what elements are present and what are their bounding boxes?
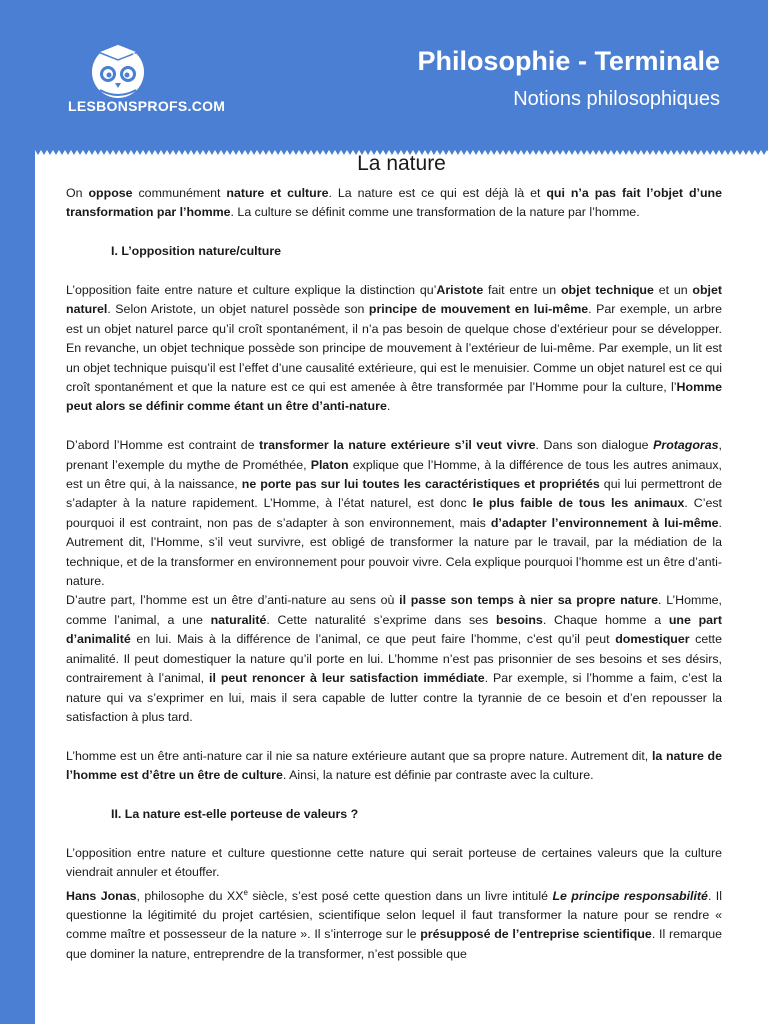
intro-paragraph: On oppose communément nature et culture. La nature est ce qui est déjà là et qui n’a pas fait l’objet d’une transformation par l’homme. La culture se définit comme une transformation de la nature par l’homme. xyxy=(66,186,722,220)
paragraph: Hans Jonas, philosophe du XXe siècle, s’est posé cette question dans un livre intitulé Le principe responsabilité. Il questionne la légitimité du projet cartésien, scientifique selon lequel il faut transformer la nature pour se rendre « comme maître et possesseur de la nature ». Il s’interroge sur le présupposé de l’entreprise scientifique. Il remarque que dominer la nature, entreprendre de la transformer, n’est possible que xyxy=(66,887,722,961)
document-body xyxy=(66,184,722,964)
paragraph: D’abord l’Homme est contraint de transformer la nature extérieure s’il veut vivre. Dans son dialogue Protagoras, prenant l’exemple du mythe de Prométhée, Platon explique que l’Homme, à la différence de tous les autres animaux, est un être qui, à la naissance, ne porte pas sur lui toutes les caractéristiques et propriétés qui lui permettront de s’adapter à la nature rapidement. L’Homme, à l’état naturel, est donc le plus faible de tous les animaux. C’est pourquoi il est contraint, non pas de s’adapter à son environnement, mais d’adapter l’environnement à lui-même. Autrement dit, l’Homme, s’il veut survivre, est obligé de transformer la nature par le travail, par la médiation de la technique, et de la transformer en environnement pour pouvoir vivre. Cela explique pourquoi l’homme est un être d’anti-nature. xyxy=(66,438,723,589)
paragraph: L’homme est un être anti-nature car il nie sa nature extérieure autant que sa propre nature. Autrement dit, la nature de l’homme est d’être un être de culture. Ainsi, la nature est définie par contraste avec la culture. xyxy=(66,748,722,783)
page-title: Philosophie - Terminale xyxy=(417,46,720,76)
owl-graduation-cap-icon xyxy=(88,40,148,100)
paragraph: L’opposition faite entre nature et culture explique la distinction qu’Aristote fait entre un objet technique et un objet naturel. Selon Aristote, un objet naturel possède son principe de mouvement en lui-même. Par exemple, un arbre est un objet naturel parce qu’il croît spontanément, il n’a pas besoin de quelque chose d’extérieur pour se développer. En revanche, un objet technique possède son principe de mouvement à l’extérieur de lui-même. Par exemple, un lit est un objet technique puisqu’il est l’effet d’une causalité extérieure, qui est le menuisier. Comme un objet naturel est ce qui croît spontanément et que la nature est ce qui est amenée à être transformée par l’Homme pour la culture, l’Homme peut alors se définir comme étant un être d’anti-nature. xyxy=(66,283,723,414)
paragraph: L’opposition entre nature et culture questionne cette nature qui serait porteuse de certaines valeurs que la culture viendrait annuler et étouffer. xyxy=(66,845,722,880)
brand-name: LESBONSPROFS.COM xyxy=(68,98,226,114)
document-title: La nature xyxy=(357,152,446,175)
document-page xyxy=(35,146,768,1024)
page-header xyxy=(0,0,768,150)
section-heading-2: II. La nature est-elle porteuse de valeurs ? xyxy=(111,806,359,821)
page-subtitle: Notions philosophiques xyxy=(513,88,720,110)
section-heading-1: I. L’opposition nature/culture xyxy=(111,244,282,259)
paragraph: D’autre part, l’homme est un être d’anti-nature au sens où il passe son temps à nier sa propre nature. L’Homme, comme l’animal, a une naturalité. Cette naturalité s’exprime dans ses besoins. Chaque homme a une part d’animalité en lui. Mais à la différence de l’animal, ce que peut faire l’homme, c’est qu’il peut domestiquer cette animalité. Il peut domestiquer la nature qu’il porte en lui. L’homme n’est pas prisonnier de ses besoins et ses désirs, contrairement à l’animal, il peut renoncer à leur satisfaction immédiate. Par exemple, si l’homme a faim, c’est la nature qui va s’exprimer en lui, mais il sera capable de lutter contre la tyrannie de ce besoin et d’en repousser la satisfaction à plus tard. xyxy=(66,593,723,724)
brand-logo[interactable] xyxy=(68,40,226,120)
